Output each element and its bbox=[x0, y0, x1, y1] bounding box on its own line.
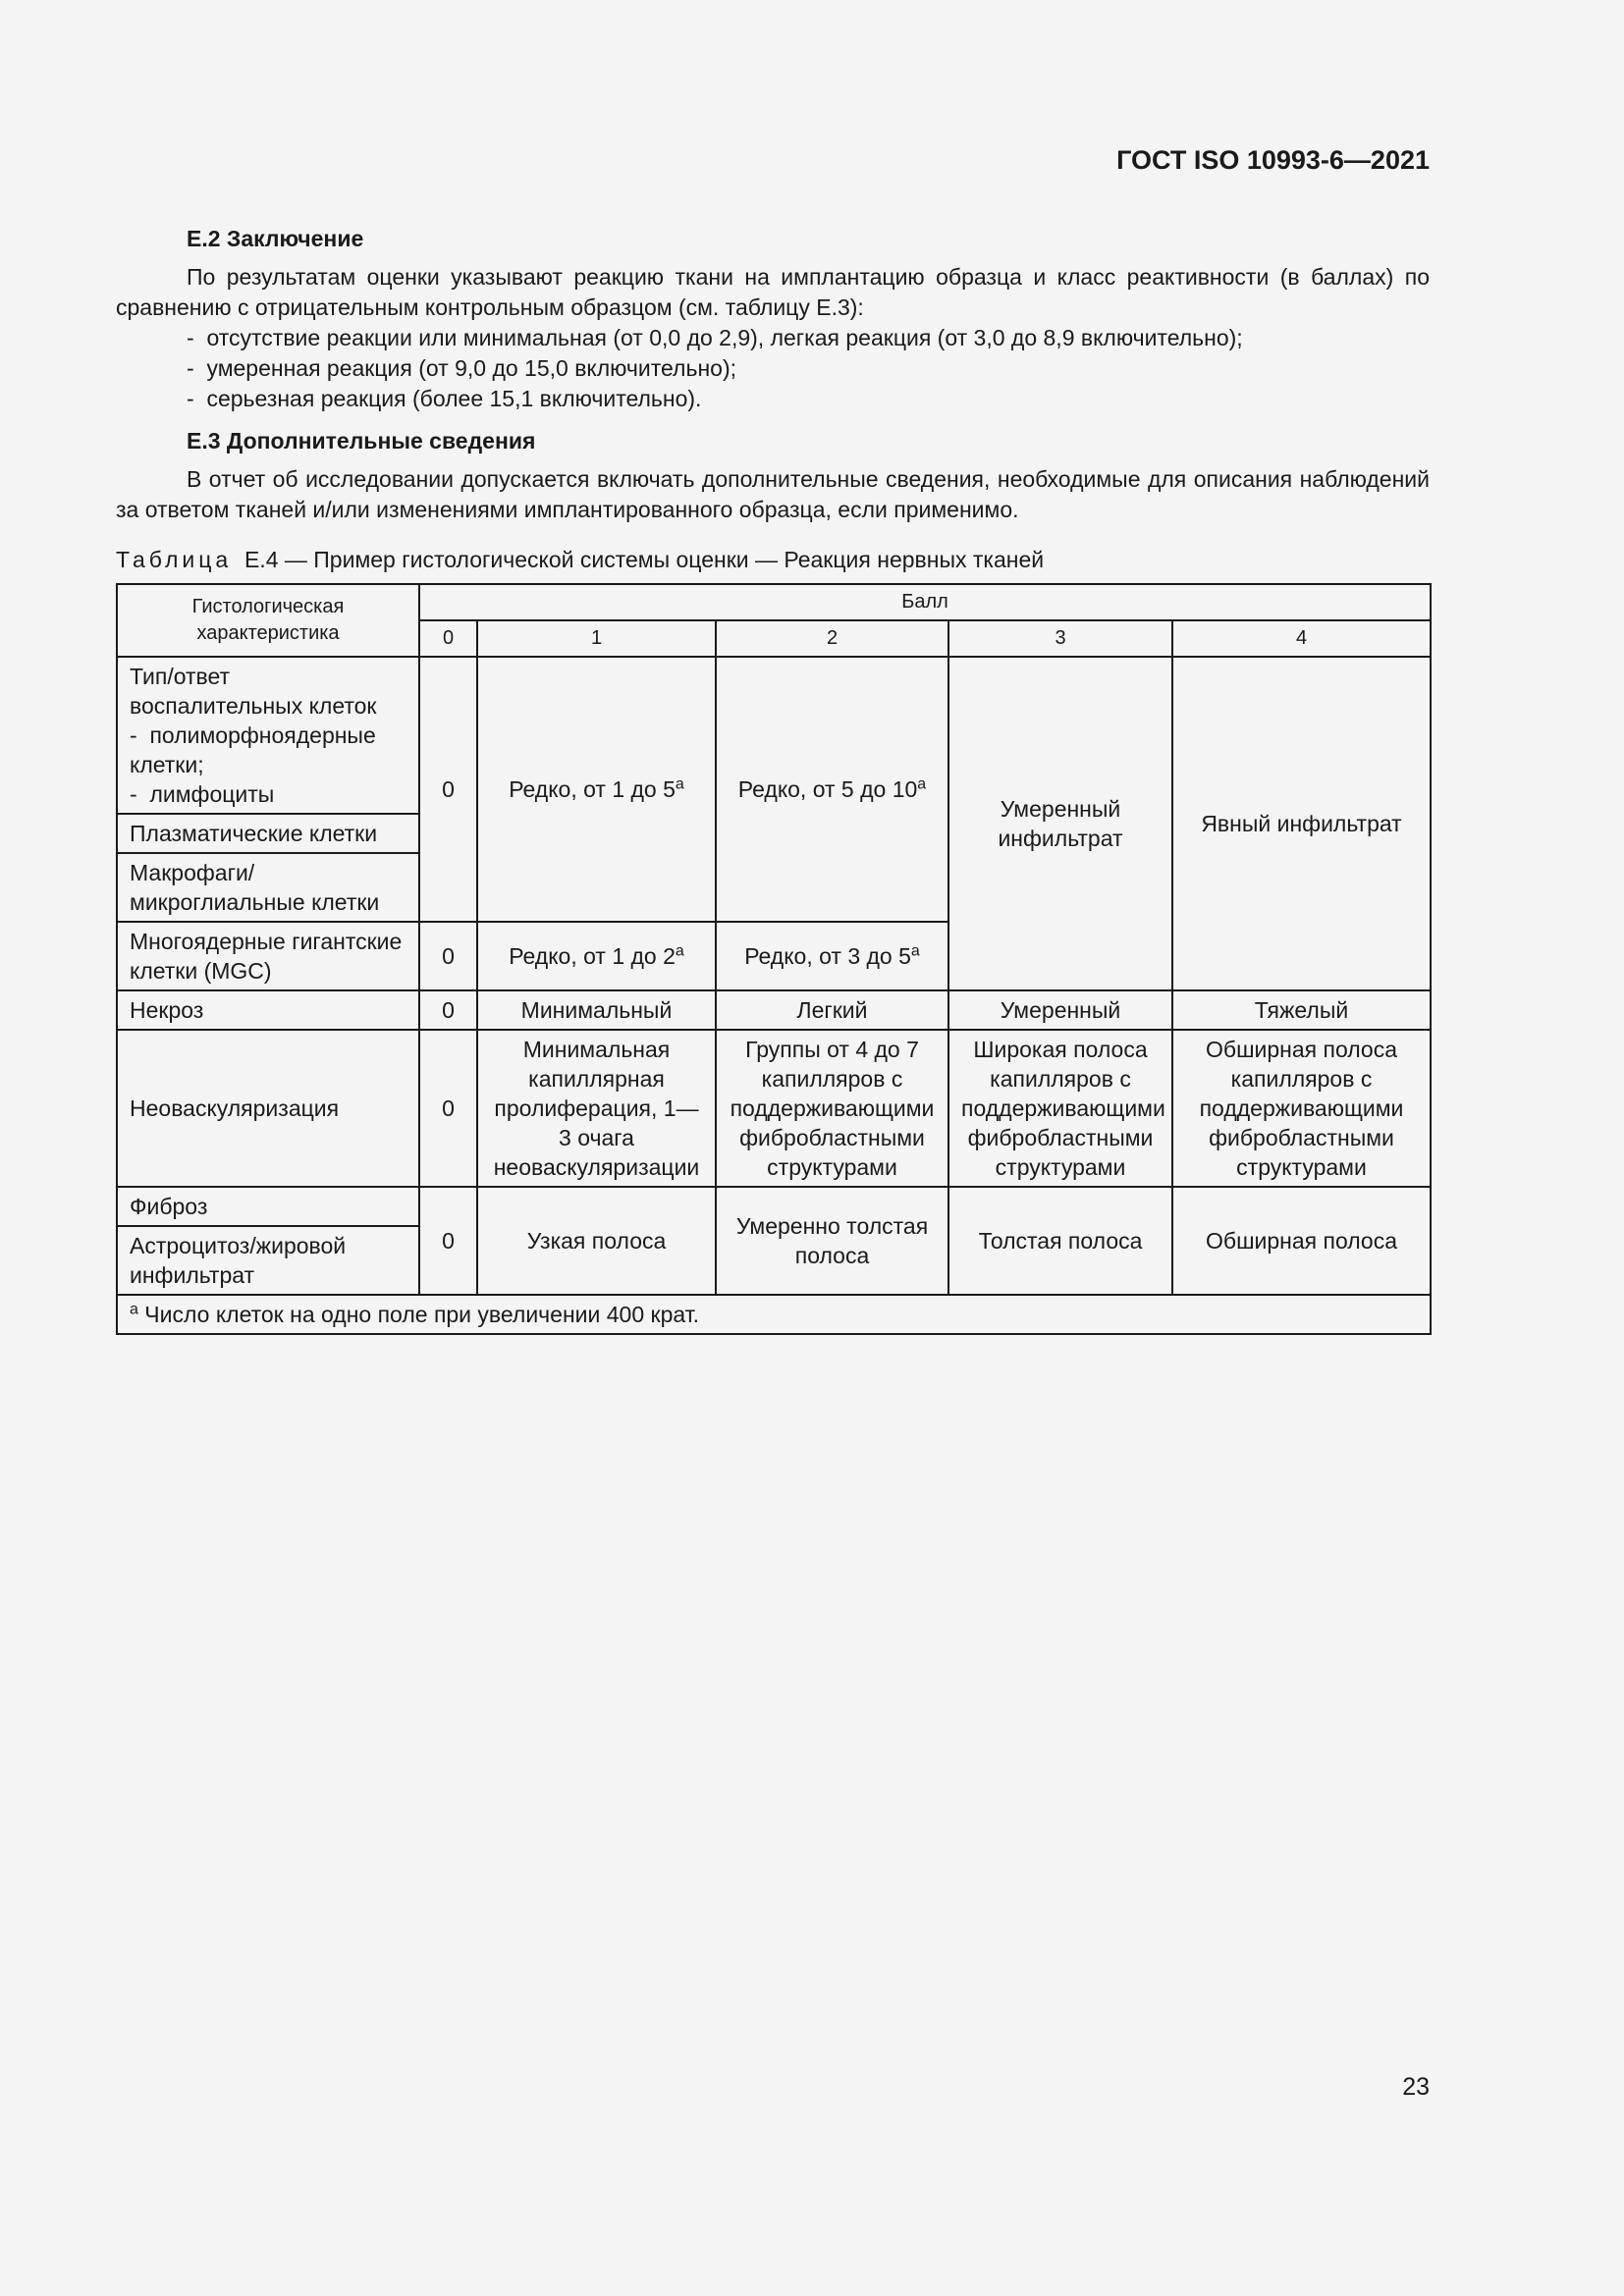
page-number: 23 bbox=[1402, 2073, 1430, 2101]
histology-score-table bbox=[116, 583, 1432, 1335]
header-score: Балл bbox=[419, 584, 1431, 620]
header-score-2: 2 bbox=[716, 620, 948, 657]
table-row bbox=[117, 1187, 1431, 1226]
cell-group3-score2: Умеренно толстая полоса bbox=[716, 1187, 948, 1295]
header-feature: Гистологическая характеристика bbox=[117, 584, 419, 657]
section-e2-text: По результатам оценки указывают реакцию ткани на имплантацию образца и класс реактивности (в баллах) по сравнению с отрицательным контрольным образцом (см. таблицу Е.3): bbox=[116, 264, 1430, 320]
row-label-fibrosis: Фиброз bbox=[117, 1187, 419, 1226]
cell-group1-score1: Редко, от 1 до 5$^a$ bbox=[477, 657, 716, 922]
table-row bbox=[117, 1030, 1431, 1187]
cell-neovasc-score4: Обширная полоса капилляров с поддерживающими фибробластными структурами bbox=[1172, 1030, 1431, 1187]
cell-group1-score0: 0 bbox=[419, 657, 477, 922]
table-caption-text: Е.4 — Пример гистологической системы оценки — Реакция нервных тканей bbox=[244, 547, 1045, 572]
page-content bbox=[116, 224, 1430, 1335]
table-footnote-row bbox=[117, 1295, 1431, 1334]
cell-mgc-score2: Редко, от 3 до 5$^a$ bbox=[716, 922, 948, 990]
row-label-mgc: Многоядерные гигантские клетки (MGC) bbox=[117, 922, 419, 990]
section-e3-text: В отчет об исследовании допускается включать дополнительные сведения, необходимые для описания наблюдений за ответом тканей и/или изменениями имплантированного образца, если применимо. bbox=[116, 466, 1430, 522]
cell-neovasc-score3: Широкая полоса капилляров с поддерживающими фибробластными структурами bbox=[948, 1030, 1172, 1187]
cell-group3-score4: Обширная полоса bbox=[1172, 1187, 1431, 1295]
cell-group3-score3: Толстая полоса bbox=[948, 1187, 1172, 1295]
row-label-astro: Астроцитоз/жировой инфильтрат bbox=[117, 1226, 419, 1295]
section-e2-title: Е.2 Заключение bbox=[187, 226, 364, 251]
cell-necrosis-score4: Тяжелый bbox=[1172, 990, 1431, 1030]
cell-necrosis-score3: Умеренный bbox=[948, 990, 1172, 1030]
cell-necrosis-score2: Легкий bbox=[716, 990, 948, 1030]
cell-neovasc-score2: Группы от 4 до 7 капилляров с поддерживающими фибробластными структурами bbox=[716, 1030, 948, 1187]
table-footnote: $^a$ Число клеток на одно поле при увеличении 400 крат. bbox=[117, 1295, 1431, 1334]
document-id: ГОСТ ISO 10993-6—2021 bbox=[1116, 145, 1430, 175]
row-label-inflammatory-title: Тип/ответ воспалительных клеток bbox=[130, 664, 377, 719]
header-score-0: 0 bbox=[419, 620, 477, 657]
header-score-4: 4 bbox=[1172, 620, 1431, 657]
cell-infiltrate-score4: Явный инфильтрат bbox=[1172, 657, 1431, 990]
cell-infiltrate-score3: Умеренный инфильтрат bbox=[948, 657, 1172, 990]
row-label-inflammatory-item: полиморфноядерные клетки; bbox=[130, 722, 376, 777]
table-row bbox=[117, 657, 1431, 814]
table-caption-label: Таблица bbox=[116, 547, 233, 572]
list-item: - умеренная реакция (от 9,0 до 15,0 включительно); bbox=[187, 353, 1430, 384]
table-caption bbox=[116, 545, 1430, 575]
cell-neovasc-score1: Минимальная капиллярная пролиферация, 1—3 очага неоваскуляризации bbox=[477, 1030, 716, 1187]
row-label-inflammatory: Тип/ответ воспалительных клеток - полиморфноядерные клетки; - лимфоциты bbox=[117, 657, 419, 814]
cell-group1-score2: Редко, от 5 до 10$^a$ bbox=[716, 657, 948, 922]
row-label-inflammatory-item: лимфоциты bbox=[149, 781, 275, 807]
table-header-row bbox=[117, 584, 1431, 620]
cell-group3-score1: Узкая полоса bbox=[477, 1187, 716, 1295]
row-label-neovasc: Неоваскуляризация bbox=[117, 1030, 419, 1187]
cell-mgc-score1: Редко, от 1 до 2$^a$ bbox=[477, 922, 716, 990]
row-label-macrophage: Макрофаги/микроглиальные клетки bbox=[117, 853, 419, 922]
cell-mgc-score0: 0 bbox=[419, 922, 477, 990]
table-row bbox=[117, 990, 1431, 1030]
list-item: - отсутствие реакции или минимальная (от 0,0 до 2,9), легкая реакция (от 3,0 до 8,9 включительно); bbox=[187, 323, 1430, 353]
list-item: - серьезная реакция (более 15,1 включительно). bbox=[187, 384, 1430, 414]
cell-necrosis-score1: Минимальный bbox=[477, 990, 716, 1030]
row-label-necrosis: Некроз bbox=[117, 990, 419, 1030]
header-score-3: 3 bbox=[948, 620, 1172, 657]
cell-neovasc-score0: 0 bbox=[419, 1030, 477, 1187]
cell-necrosis-score0: 0 bbox=[419, 990, 477, 1030]
section-e2-list bbox=[116, 323, 1430, 414]
row-label-plasma: Плазматические клетки bbox=[117, 814, 419, 853]
cell-group3-score0: 0 bbox=[419, 1187, 477, 1295]
section-e3-title: Е.3 Дополнительные сведения bbox=[187, 428, 536, 454]
header-score-1: 1 bbox=[477, 620, 716, 657]
